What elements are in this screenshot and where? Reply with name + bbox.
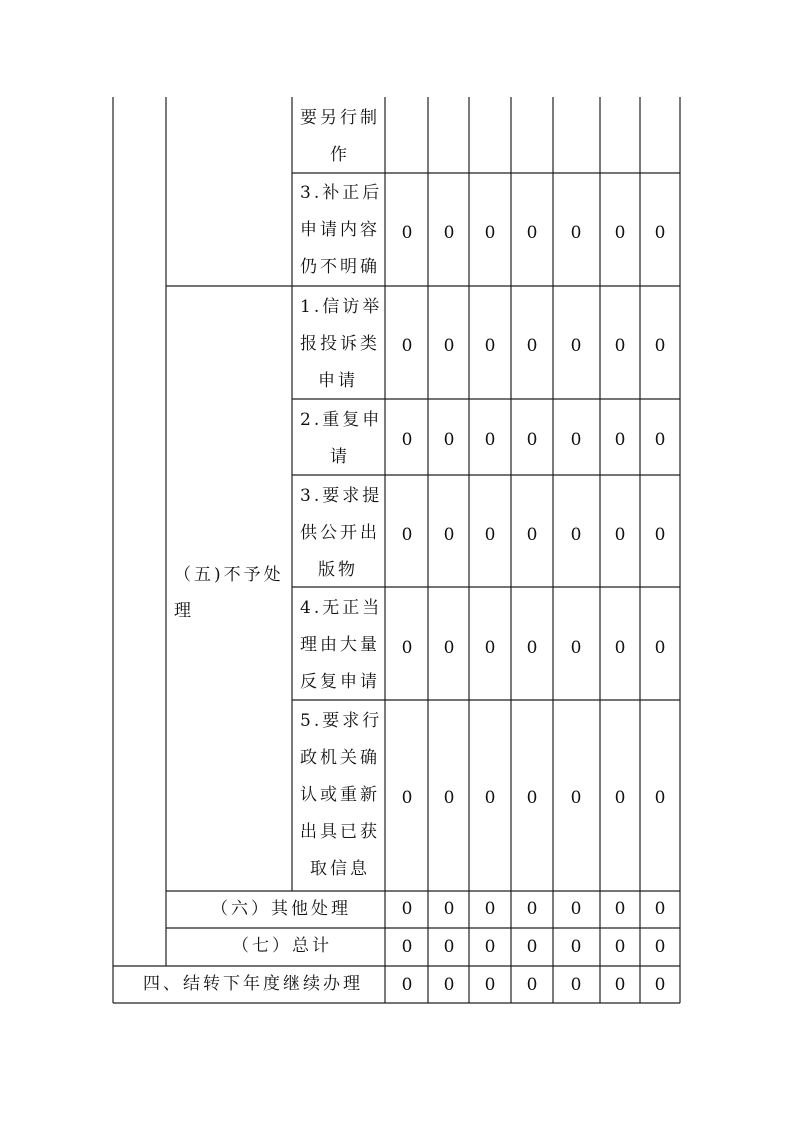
cell-value: 0	[614, 638, 626, 658]
cell-value: 0	[526, 899, 538, 919]
cell-value: 0	[570, 638, 582, 658]
cell-value: 0	[526, 975, 538, 995]
cell-value: 0	[654, 899, 666, 919]
cell-value: 0	[570, 899, 582, 919]
cell-value: 0	[654, 975, 666, 995]
cell-value: 0	[570, 223, 582, 243]
cell-value: 0	[484, 975, 496, 995]
row-label-line: 报投诉类	[300, 334, 380, 354]
cell-value: 0	[614, 223, 626, 243]
cell-value: 0	[401, 525, 413, 545]
cell-value: 0	[526, 638, 538, 658]
cell-value: 0	[443, 525, 455, 545]
row-label-line: 5.要求行	[300, 711, 383, 731]
cell-value: 0	[443, 975, 455, 995]
cell-value: 0	[614, 899, 626, 919]
cell-value: 0	[401, 223, 413, 243]
cell-value: 0	[614, 430, 626, 450]
cell-value: 0	[526, 937, 538, 957]
cell-value: 0	[443, 638, 455, 658]
cell-value: 0	[654, 788, 666, 808]
cell-value: 0	[443, 223, 455, 243]
cell-value: 0	[570, 788, 582, 808]
cell-value: 0	[654, 336, 666, 356]
cell-value: 0	[484, 223, 496, 243]
row-label-line: 出具已获	[300, 822, 380, 842]
cell-value: 0	[443, 788, 455, 808]
cell-value: 0	[401, 430, 413, 450]
cell-value: 0	[401, 788, 413, 808]
row-label-line: 政机关确	[300, 748, 380, 768]
cell-value: 0	[570, 525, 582, 545]
cell-value: 0	[526, 336, 538, 356]
cell-value: 0	[570, 937, 582, 957]
row-label-line: 4.无正当	[300, 598, 383, 618]
cell-value: 0	[526, 430, 538, 450]
cell-value: 0	[443, 336, 455, 356]
cell-value: 0	[484, 430, 496, 450]
cell-value: 0	[526, 223, 538, 243]
row-label: （七）总计	[232, 936, 332, 956]
cell-value: 0	[570, 430, 582, 450]
row-label: 四、结转下年度继续办理	[143, 974, 363, 994]
row-label-line: 1.信访举	[300, 297, 383, 317]
cell-value: 0	[614, 788, 626, 808]
cell-value: 0	[654, 223, 666, 243]
row-label-line: 申请内容	[300, 220, 380, 240]
cell-value: 0	[484, 899, 496, 919]
cell-value: 0	[614, 336, 626, 356]
cell-value: 0	[401, 638, 413, 658]
cell-value: 0	[654, 430, 666, 450]
row-label-line: 反复申请	[300, 672, 380, 692]
cell-value: 0	[526, 525, 538, 545]
cell-value: 0	[526, 788, 538, 808]
cell-value: 0	[484, 525, 496, 545]
row-label-line: 3.补正后	[300, 183, 383, 203]
row-label-line: 2.重复申	[300, 410, 383, 430]
cell-value: 0	[484, 788, 496, 808]
group-label-line: 理	[174, 601, 194, 621]
cell-value: 0	[654, 638, 666, 658]
row-label-line: 申请	[318, 371, 358, 391]
cell-value: 0	[401, 975, 413, 995]
cell-value: 0	[484, 638, 496, 658]
row-label-line: 版物	[318, 560, 358, 580]
row-label: （六）其他处理	[211, 899, 351, 919]
row-label-line: 要另行制	[300, 108, 380, 128]
cell-value: 0	[570, 975, 582, 995]
row-label-line: 仍不明确	[300, 257, 380, 277]
row-label-line: 取信息	[310, 859, 370, 879]
cell-value: 0	[570, 336, 582, 356]
row-label-line: 认或重新	[300, 785, 380, 805]
cell-value: 0	[443, 937, 455, 957]
cell-value: 0	[484, 336, 496, 356]
row-label-line: 供公开出	[300, 523, 380, 543]
cell-value: 0	[654, 525, 666, 545]
cell-value: 0	[401, 899, 413, 919]
row-label-line: 作	[330, 145, 350, 165]
cell-value: 0	[484, 937, 496, 957]
cell-value: 0	[614, 937, 626, 957]
cell-value: 0	[614, 975, 626, 995]
row-label-line: 理由大量	[300, 635, 380, 655]
cell-value: 0	[654, 937, 666, 957]
row-label-line: 请	[330, 447, 350, 467]
group-label-line: （五)不予处	[174, 565, 284, 585]
row-label-line: 3.要求提	[300, 486, 383, 506]
cell-value: 0	[443, 430, 455, 450]
cell-value: 0	[614, 525, 626, 545]
cell-value: 0	[401, 937, 413, 957]
cell-value: 0	[443, 899, 455, 919]
cell-value: 0	[401, 336, 413, 356]
